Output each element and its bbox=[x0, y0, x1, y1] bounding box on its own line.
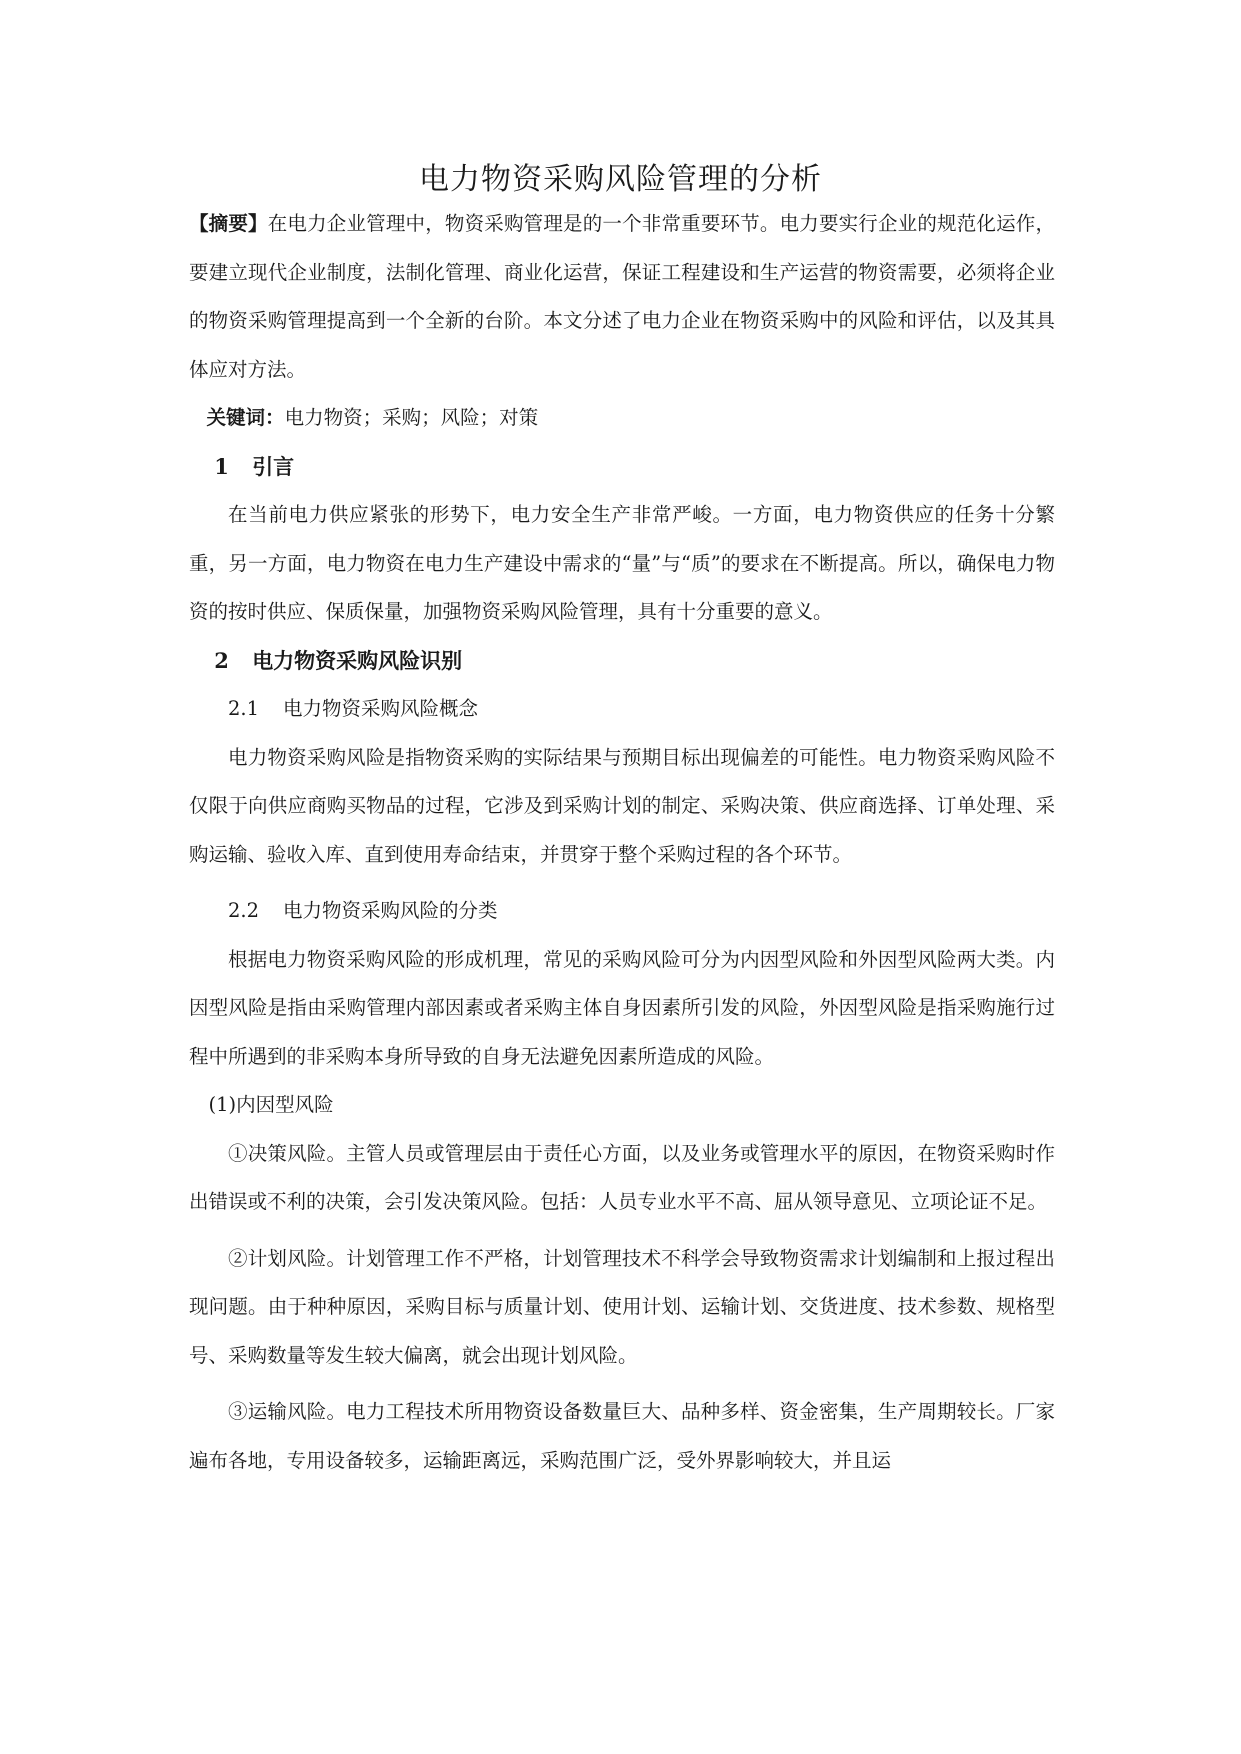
spacer bbox=[189, 1227, 1055, 1235]
document-title: 电力物资采购风险管理的分析 bbox=[419, 162, 822, 197]
section-1-heading bbox=[189, 443, 1055, 492]
subsection-2-2-paragraph: 根据电力物资采购风险的形成机理，常见的采购风险可分为内因型风险和外因型风险两大类。内因型风险是指由采购管理内部因素或者采购主体自身因素所引发的风险，外因型风险是指采购施行过程中所遇到的非采购本身所导致的自身无法避免因素所造成的风险。 bbox=[189, 947, 1055, 1068]
subsection-2-1-heading bbox=[189, 685, 1055, 734]
subsection-2-2-number: 2.2 bbox=[228, 899, 260, 922]
section-2-title: 电力物资采购风险识别 bbox=[252, 647, 463, 673]
abstract-paragraph bbox=[189, 200, 1055, 394]
abstract-label: 【摘要】 bbox=[189, 212, 268, 235]
subsection-2-2-heading bbox=[189, 887, 1055, 936]
list-item-transport-risk: ③运输风险。电力工程技术所用物资设备数量巨大、品种多样、资金密集，生产周期较长。厂家遍布各地，专用设备较多，运输距离远，采购范围广泛，受外界影响较大，并且运 bbox=[189, 1400, 1055, 1472]
list-item-decision-risk: ①决策风险。主管人员或管理层由于责任心方面，以及业务或管理水平的原因，在物资采购时作出错误或不利的决策，会引发决策风险。包括：人员专业水平不高、屈从领导意见、立项论证不足。 bbox=[189, 1141, 1055, 1213]
subsection-2-1-title: 电力物资采购风险概念 bbox=[283, 697, 479, 720]
abstract-text: 在电力企业管理中，物资采购管理是的一个非常重要环节。电力要实行企业的规范化运作，要建立现代企业制度，法制化管理、商业化运营，保证工程建设和生产运营的物资需要，必须将企业的物资采购管理提高到一个全新的台阶。本文分述了电力企业在物资采购中的风险和评估，以及其具体应对方法。 bbox=[189, 212, 1055, 381]
document-body bbox=[189, 200, 1055, 1485]
section-2-heading bbox=[189, 637, 1055, 686]
list-heading-internal-risk: (1)内因型风险 bbox=[208, 1093, 334, 1116]
keywords-label: 关键词： bbox=[206, 406, 285, 429]
section-2-number: 2 bbox=[214, 647, 229, 673]
section-1-title: 引言 bbox=[252, 453, 295, 479]
subsection-2-1-paragraph: 电力物资采购风险是指物资采购的实际结果与预期目标出现偏差的可能性。电力物资采购风险不仅限于向供应商购买物品的过程，它涉及到采购计划的制定、采购决策、供应商选择、订单处理、采购运输、验收入库、直到使用寿命结束，并贯穿于整个采购过程的各个环节。 bbox=[189, 745, 1055, 866]
subsection-2-1-number: 2.1 bbox=[228, 697, 260, 720]
keywords-text: 电力物资；采购；风险；对策 bbox=[284, 406, 539, 429]
spacer bbox=[189, 879, 1055, 887]
section-1-number: 1 bbox=[214, 453, 229, 479]
subsection-2-2-title: 电力物资采购风险的分类 bbox=[283, 899, 498, 922]
section-1-paragraph: 在当前电力供应紧张的形势下，电力安全生产非常严峻。一方面，电力物资供应的任务十分繁重，另一方面，电力物资在电力生产建设中需求的“量”与“质”的要求在不断提高。所以，确保电力物资的按时供应、保质保量，加强物资采购风险管理，具有十分重要的意义。 bbox=[189, 503, 1055, 623]
spacer bbox=[189, 1380, 1055, 1388]
list-item-plan-risk: ②计划风险。计划管理工作不严格，计划管理技术不科学会导致物资需求计划编制和上报过程出现问题。由于种种原因，采购目标与质量计划、使用计划、运输计划、交货进度、技术参数、规格型号、采购数量等发生较大偏离，就会出现计划风险。 bbox=[189, 1246, 1055, 1367]
keywords-line bbox=[189, 394, 1055, 443]
